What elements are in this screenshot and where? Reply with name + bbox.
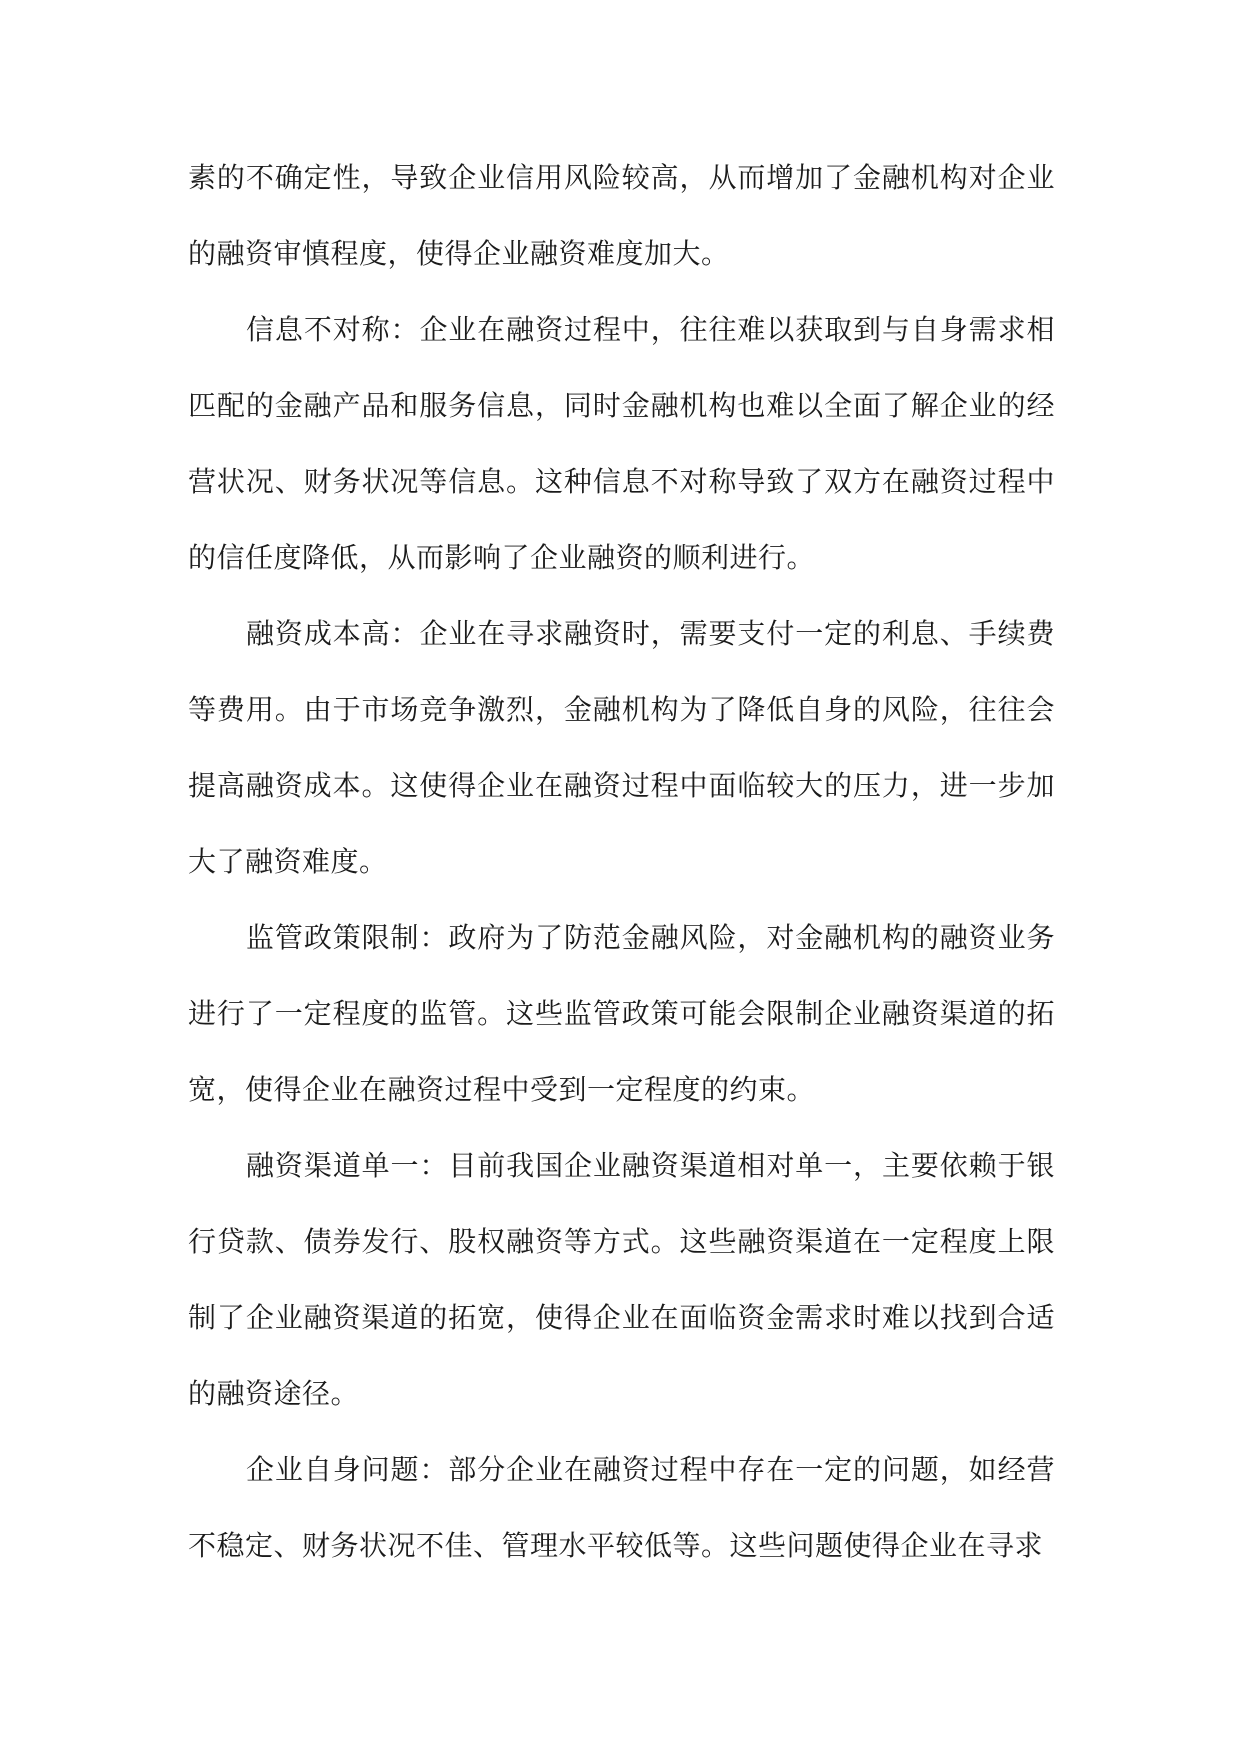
paragraph-single-channel: 融资渠道单一：目前我国企业融资渠道相对单一，主要依赖于银行贷款、债券发行、股权融资等方式。这些融资渠道在一定程度上限制了企业融资渠道的拓宽，使得企业在面临资金需求时难以找到合适的融资途径。 <box>188 1149 1055 1410</box>
paragraph-regulatory-restriction: 监管政策限制：政府为了防范金融风险，对金融机构的融资业务进行了一定程度的监管。这些监管政策可能会限制企业融资渠道的拓宽，使得企业在融资过程中受到一定程度的约束。 <box>188 921 1055 1106</box>
paragraph-continuation: 素的不确定性，导致企业信用风险较高，从而增加了金融机构对企业的融资审慎程度，使得企业融资难度加大。 <box>188 161 1055 270</box>
paragraph-high-financing-cost: 融资成本高：企业在寻求融资时，需要支付一定的利息、手续费等费用。由于市场竞争激烈，金融机构为了降低自身的风险，往往会提高融资成本。这使得企业在融资过程中面临较大的压力，进一步加大了融资难度。 <box>188 617 1055 878</box>
paragraph-enterprise-issues: 企业自身问题：部分企业在融资过程中存在一定的问题，如经营不稳定、财务状况不佳、管理水平较低等。这些问题使得企业在寻求 <box>188 1453 1055 1562</box>
document-body <box>188 140 1055 1584</box>
paragraph-information-asymmetry: 信息不对称：企业在融资过程中，往往难以获取到与自身需求相匹配的金融产品和服务信息，同时金融机构也难以全面了解企业的经营状况、财务状况等信息。这种信息不对称导致了双方在融资过程中的信任度降低，从而影响了企业融资的顺利进行。 <box>188 313 1055 574</box>
